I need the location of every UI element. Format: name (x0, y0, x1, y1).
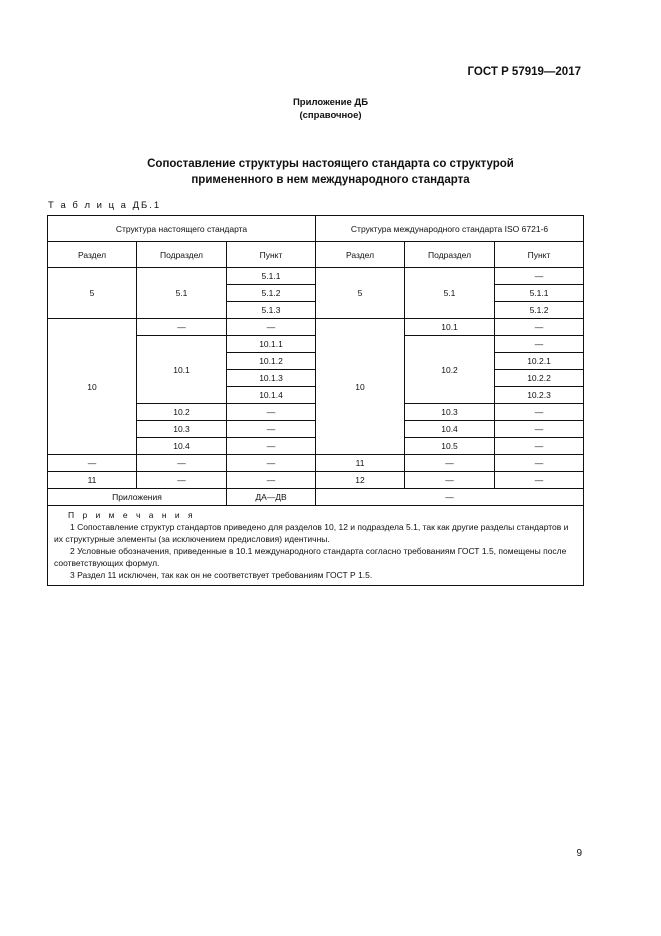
title-line-2: примененного в нем международного стандарта (191, 174, 470, 186)
page-title (0, 156, 661, 188)
table-caption: Т а б л и ц а ДБ.1 (48, 200, 162, 211)
table-cell: 10.2 (405, 336, 495, 404)
col-header-point: Пункт (227, 242, 316, 268)
standard-code: ГОСТ Р 57919—2017 (467, 66, 581, 78)
table-cell: 11 (316, 455, 405, 472)
notes-title: П р и м е ч а н и я (68, 510, 196, 520)
table-cell: — (405, 455, 495, 472)
table-cell: 11 (48, 472, 137, 489)
table-cell: 5.1.2 (495, 302, 584, 319)
table-cell: — (137, 472, 227, 489)
table-cell: 10.2 (137, 404, 227, 421)
table-cell: — (405, 472, 495, 489)
table-row (48, 455, 584, 472)
table-cell: — (137, 455, 227, 472)
table-cell: — (495, 455, 584, 472)
table-cell: — (227, 421, 316, 438)
col-header-iso-subsection: Подраздел (405, 242, 495, 268)
table-cell: — (495, 268, 584, 285)
table-cell: 10.1.3 (227, 370, 316, 387)
col-header-subsection: Подраздел (137, 242, 227, 268)
annex-row (48, 489, 584, 506)
table-cell: — (495, 472, 584, 489)
table-cell: 10.3 (405, 404, 495, 421)
table-cell: — (495, 421, 584, 438)
structure-comparison-table (47, 215, 584, 586)
page-number: 9 (576, 848, 582, 859)
note-item: 2 Условные обозначения, приведенные в 10.1 международного стандарта согласно требованиям ГОСТ 1.5, помещены после соответствующих формул. (54, 546, 567, 568)
table-cell: 10.2.2 (495, 370, 584, 387)
table-row (48, 472, 584, 489)
table-row (48, 268, 584, 285)
appendix-heading (0, 96, 661, 122)
table-cell: 5 (48, 268, 137, 319)
table-cell: — (227, 319, 316, 336)
column-header-row (48, 242, 584, 268)
table-cell: 5.1 (405, 268, 495, 319)
col-header-iso-section: Раздел (316, 242, 405, 268)
table-cell: — (495, 438, 584, 455)
table-cell: 10.5 (405, 438, 495, 455)
table-cell: 5.1.1 (227, 268, 316, 285)
table-cell: 10 (48, 319, 137, 455)
table-cell: 10.1.4 (227, 387, 316, 404)
table-cell: 10.4 (137, 438, 227, 455)
table-cell: 5 (316, 268, 405, 319)
col-header-iso-point: Пункт (495, 242, 584, 268)
notes-cell (48, 506, 584, 586)
table-cell: 5.1.3 (227, 302, 316, 319)
notes-row (48, 506, 584, 586)
table-cell: — (48, 455, 137, 472)
table-cell: 10.3 (137, 421, 227, 438)
table-cell: 10.1 (405, 319, 495, 336)
table-cell: — (227, 455, 316, 472)
annex-value: ДА—ДВ (227, 489, 316, 506)
table-cell: — (227, 472, 316, 489)
table-cell: — (137, 319, 227, 336)
table-cell: 10 (316, 319, 405, 455)
table-cell: — (495, 336, 584, 353)
group-header-iso: Структура международного стандарта ISO 6721-6 (316, 216, 584, 242)
annex-label: Приложения (48, 489, 227, 506)
table-cell: — (495, 319, 584, 336)
table-cell: — (227, 438, 316, 455)
appendix-label: Приложение ДБ (292, 97, 369, 108)
note-item: 3 Раздел 11 исключен, так как он не соответствует требованиям ГОСТ Р 1.5. (70, 570, 373, 580)
table-cell: 5.1.2 (227, 285, 316, 302)
table-cell: 10.2.1 (495, 353, 584, 370)
col-header-section: Раздел (48, 242, 137, 268)
table-cell: 5.1 (137, 268, 227, 319)
table-cell: 10.1.2 (227, 353, 316, 370)
table-cell: 5.1.1 (495, 285, 584, 302)
table-cell: — (227, 404, 316, 421)
title-line-1: Сопоставление структуры настоящего стандарта со структурой (147, 158, 514, 170)
table-cell: 10.1 (137, 336, 227, 404)
appendix-note: (справочное) (299, 110, 362, 121)
table-cell: 10.4 (405, 421, 495, 438)
table-cell: 12 (316, 472, 405, 489)
annex-iso-value: — (316, 489, 584, 506)
table-row (48, 319, 584, 336)
table-cell: 10.1.1 (227, 336, 316, 353)
group-header-national: Структура настоящего стандарта (48, 216, 316, 242)
table-cell: — (495, 404, 584, 421)
note-item: 1 Сопоставление структур стандартов приведено для разделов 10, 12 и подраздела 5.1, так как другие разделы стандартов и их структурные элементы (за исключением предисловия) идентичны. (54, 522, 569, 544)
table-cell: 10.2.3 (495, 387, 584, 404)
